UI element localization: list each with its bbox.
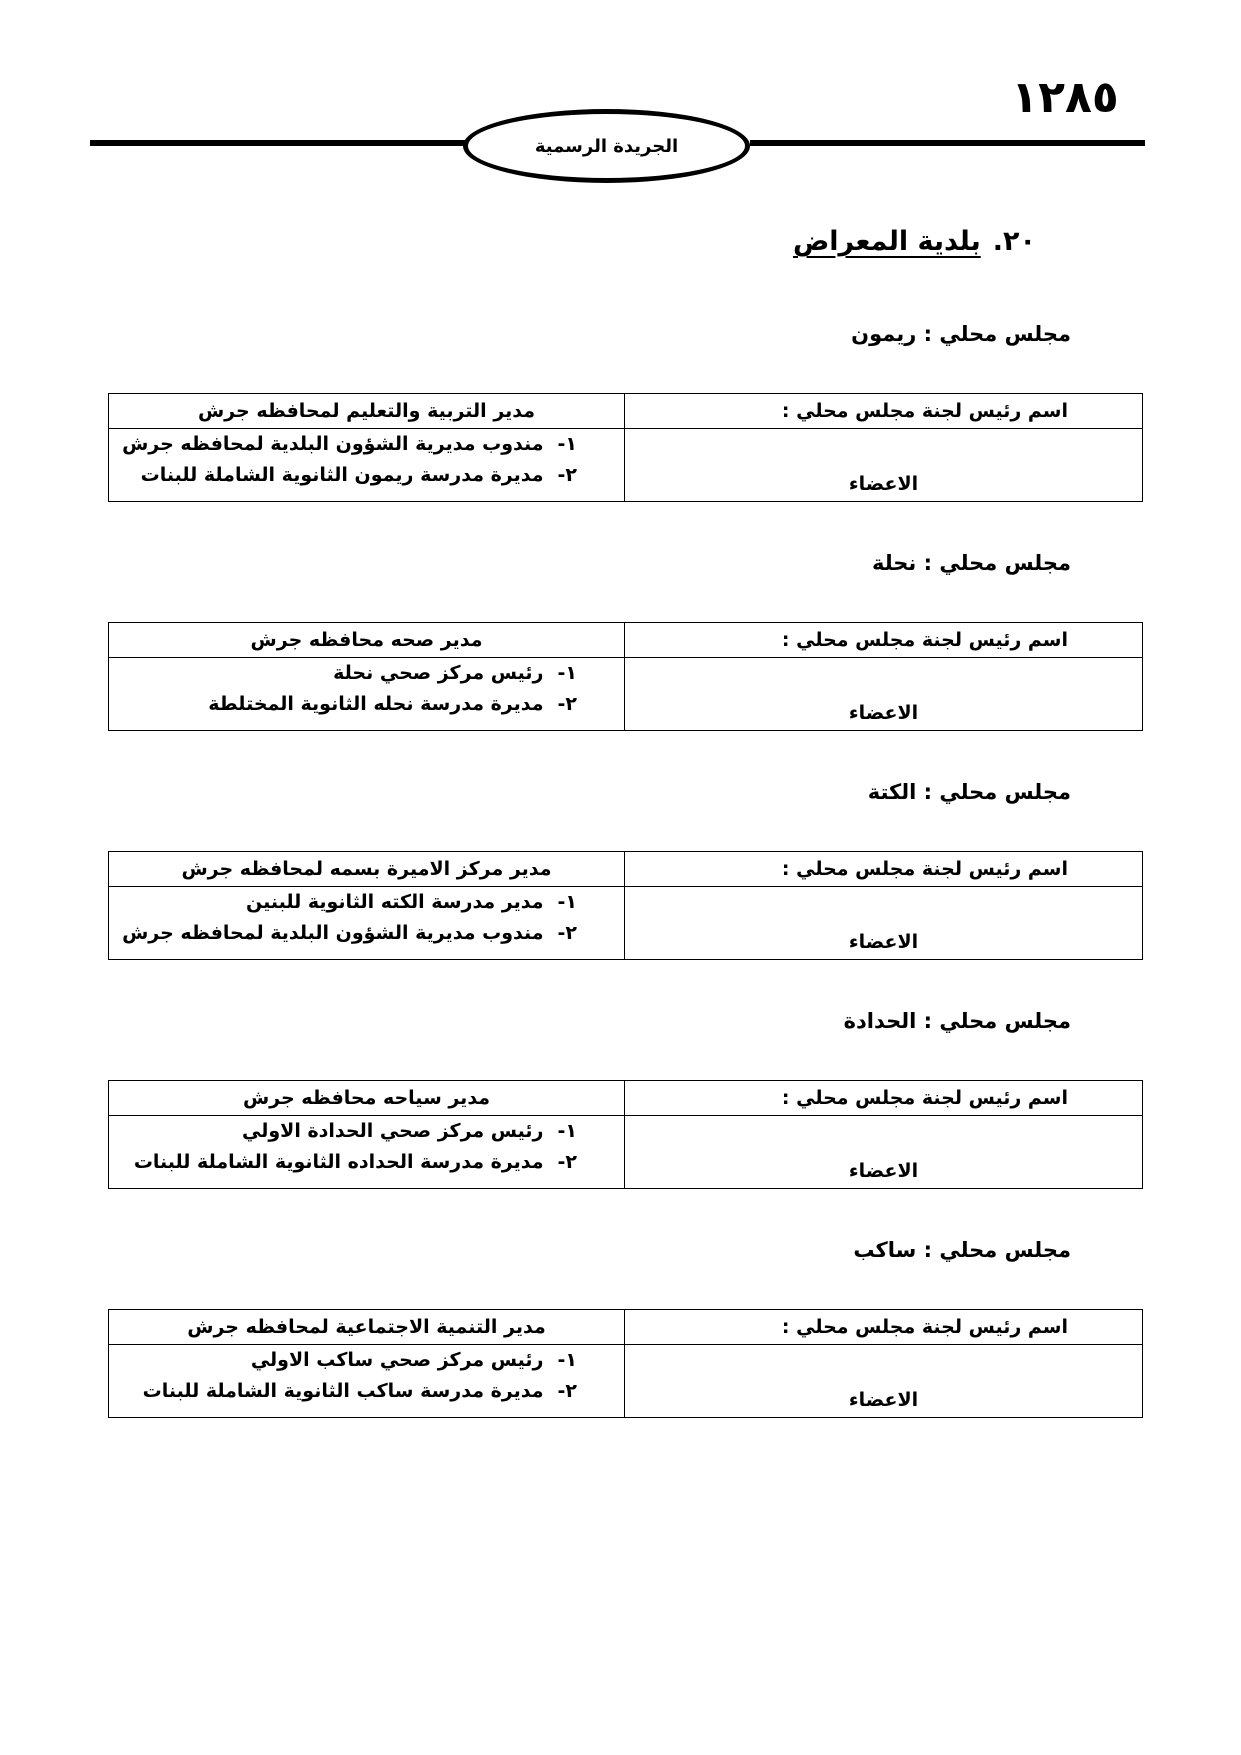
council-table — [108, 393, 1143, 502]
section-title — [793, 226, 1036, 257]
member-text: مدير مدرسة الكته الثانوية للبنين — [245, 891, 544, 913]
council-table — [108, 1309, 1143, 1418]
council-table — [108, 1080, 1143, 1189]
member-index: ١- — [557, 891, 577, 913]
member-text: مديرة مدرسة الحداده الثانوية الشاملة للبنات — [133, 1151, 544, 1173]
members-row — [109, 429, 1143, 502]
members-row — [109, 887, 1143, 960]
member-text: مندوب مديرية الشؤون البلدية لمحافظه جرش — [122, 922, 544, 944]
member-text: مندوب مديرية الشؤون البلدية لمحافظه جرش — [122, 433, 544, 455]
member-text: مديرة مدرسة ريمون الثانوية الشاملة للبنات — [140, 464, 544, 486]
chair-row — [109, 852, 1143, 887]
chair-value: مدير التنمية الاجتماعية لمحافظه جرش — [109, 1310, 625, 1345]
members-list — [109, 658, 625, 731]
council-table — [108, 851, 1143, 960]
members-row — [109, 1345, 1143, 1418]
member-text: رئيس مركز صحي ساكب الاولي — [250, 1349, 544, 1371]
member-item — [109, 658, 624, 689]
chair-row — [109, 623, 1143, 658]
members-label: الاعضاء — [625, 1116, 1143, 1189]
council-table — [108, 622, 1143, 731]
chair-row — [109, 394, 1143, 429]
member-text: مديرة مدرسة نحله الثانوية المختلطة — [208, 693, 544, 715]
members-list — [109, 1345, 625, 1418]
member-index: ١- — [557, 662, 577, 684]
member-text: رئيس مركز صحي نحلة — [333, 662, 544, 684]
chair-label: اسم رئيس لجنة مجلس محلي : — [625, 1310, 1143, 1345]
chair-label: اسم رئيس لجنة مجلس محلي : — [625, 623, 1143, 658]
member-index: ١- — [557, 1120, 577, 1142]
page-number: ١٢٨٥ — [1011, 72, 1119, 123]
council-heading: مجلس محلي : الكتة — [867, 780, 1071, 804]
chair-value: مدير صحه محافظه جرش — [109, 623, 625, 658]
chair-row — [109, 1081, 1143, 1116]
chair-value: مدير سياحه محافظه جرش — [109, 1081, 625, 1116]
section-number: ٢٠. — [992, 226, 1036, 257]
member-index: ١- — [557, 1349, 577, 1371]
members-label: الاعضاء — [625, 1345, 1143, 1418]
member-text: مديرة مدرسة ساكب الثانوية الشاملة للبنات — [142, 1380, 544, 1402]
members-row — [109, 658, 1143, 731]
member-item — [109, 1376, 624, 1407]
member-index: ٢- — [557, 464, 577, 486]
council-heading: مجلس محلي : ساكب — [853, 1238, 1071, 1262]
gazette-title-oval — [463, 109, 750, 183]
member-item — [109, 429, 624, 460]
member-item — [109, 1345, 624, 1376]
gazette-title: الجريدة الرسمية — [534, 135, 679, 157]
council-heading: مجلس محلي : الحدادة — [843, 1009, 1071, 1033]
member-item — [109, 887, 624, 918]
member-index: ١- — [557, 433, 577, 455]
header-rule-left — [90, 140, 465, 146]
chair-label: اسم رئيس لجنة مجلس محلي : — [625, 1081, 1143, 1116]
header-rule-right — [750, 140, 1145, 146]
member-text: رئيس مركز صحي الحدادة الاولي — [242, 1120, 544, 1142]
council-heading: مجلس محلي : نحلة — [871, 551, 1071, 575]
members-row — [109, 1116, 1143, 1189]
members-label: الاعضاء — [625, 429, 1143, 502]
member-item — [109, 1116, 624, 1147]
member-index: ٢- — [557, 1151, 577, 1173]
members-list — [109, 429, 625, 502]
chair-row — [109, 1310, 1143, 1345]
members-list — [109, 1116, 625, 1189]
members-label: الاعضاء — [625, 887, 1143, 960]
member-item — [109, 1147, 624, 1178]
member-item — [109, 689, 624, 720]
chair-value: مدير التربية والتعليم لمحافظه جرش — [109, 394, 625, 429]
section-name: بلدية المعراض — [792, 226, 981, 257]
members-list — [109, 887, 625, 960]
chair-label: اسم رئيس لجنة مجلس محلي : — [625, 852, 1143, 887]
member-index: ٢- — [557, 693, 577, 715]
member-item — [109, 460, 624, 491]
chair-label: اسم رئيس لجنة مجلس محلي : — [625, 394, 1143, 429]
council-heading: مجلس محلي : ريمون — [851, 322, 1071, 346]
members-label: الاعضاء — [625, 658, 1143, 731]
member-item — [109, 918, 624, 949]
member-index: ٢- — [557, 1380, 577, 1402]
chair-value: مدير مركز الاميرة بسمه لمحافظه جرش — [109, 852, 625, 887]
member-index: ٢- — [557, 922, 577, 944]
